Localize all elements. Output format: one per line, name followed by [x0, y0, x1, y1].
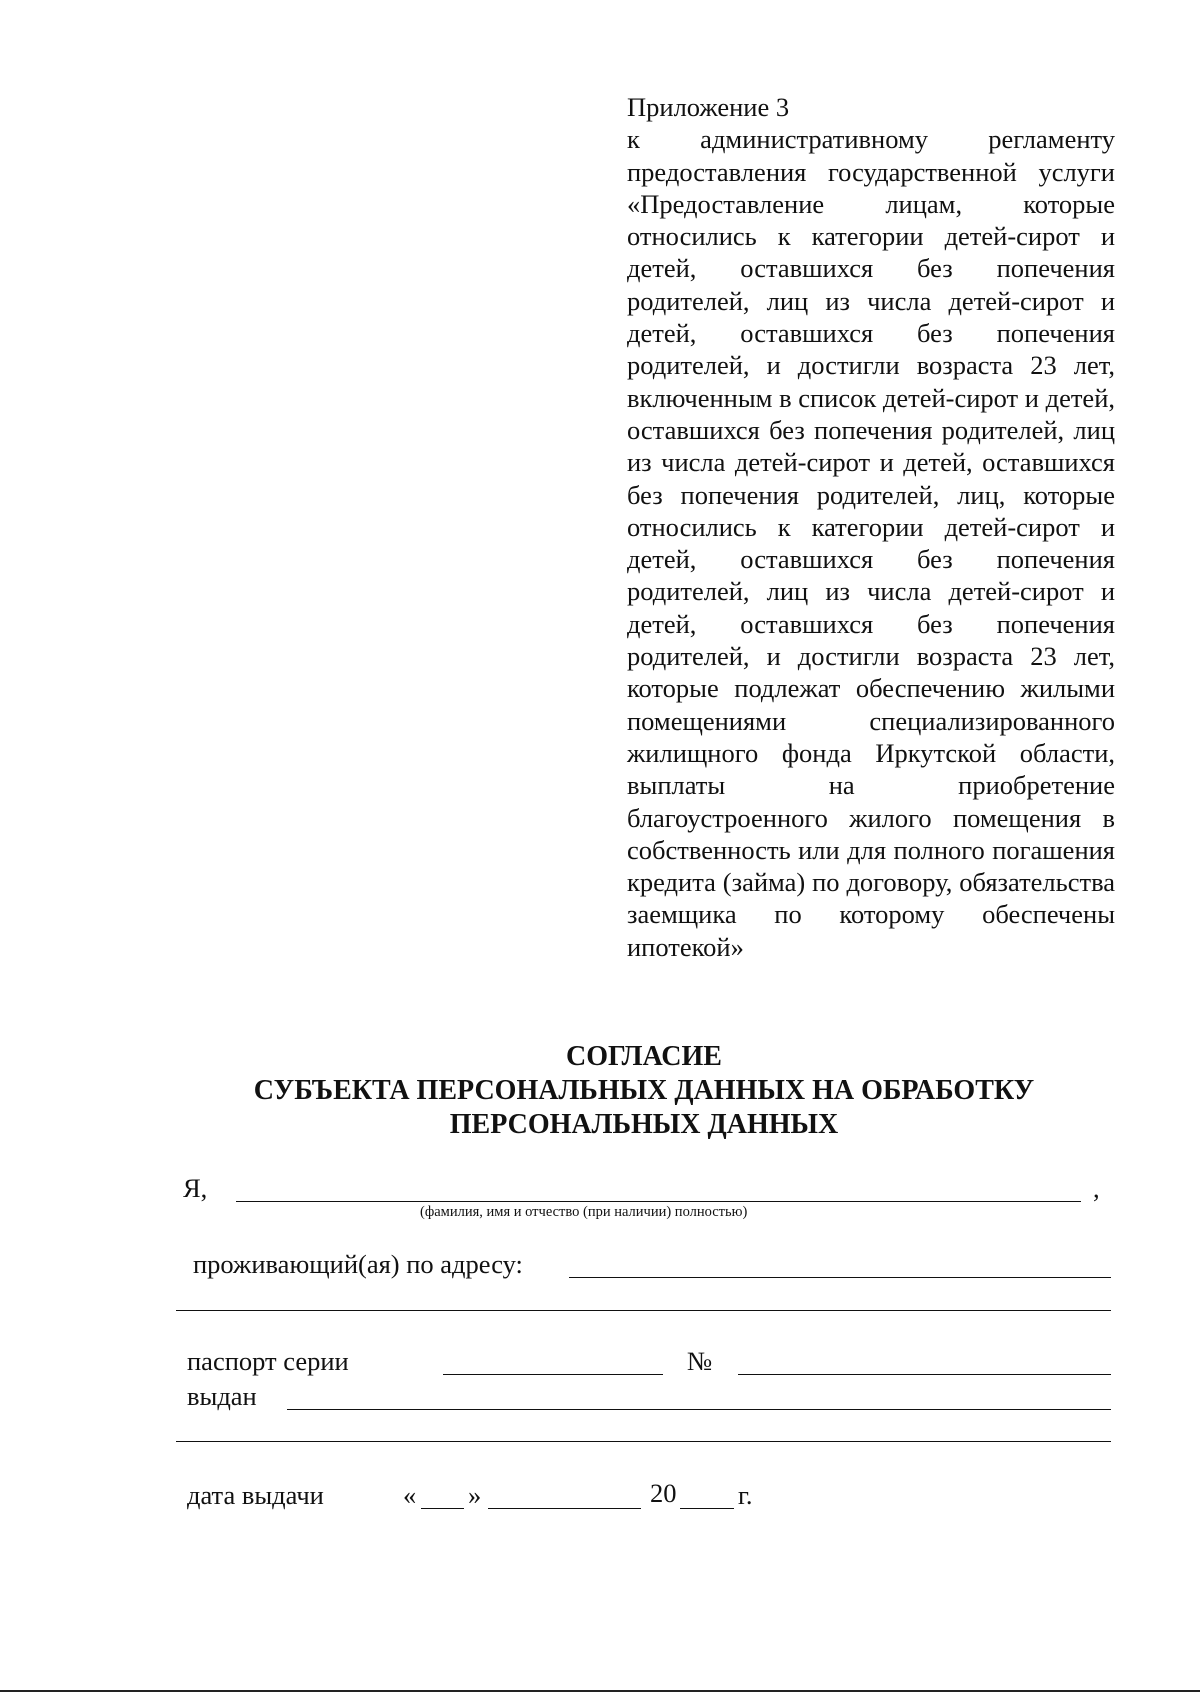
number-sign: №	[687, 1346, 713, 1376]
year-prefix: 20	[650, 1478, 677, 1508]
appendix-block	[627, 91, 1115, 963]
comma: ,	[1093, 1173, 1100, 1203]
month-line[interactable]	[488, 1508, 641, 1509]
year-suffix: г.	[738, 1480, 753, 1510]
heading-line-1: СОГЛАСИЕ	[566, 1041, 722, 1072]
full-name-hint: (фамилия, имя и отчество (при наличии) полностью)	[420, 1204, 748, 1220]
address-label: проживающий(ая) по адресу:	[193, 1249, 523, 1279]
full-name-line[interactable]	[236, 1201, 1081, 1202]
issued-line-1[interactable]	[287, 1409, 1111, 1410]
i-label: Я,	[183, 1173, 208, 1203]
heading-line-2: СУБЪЕКТА ПЕРСОНАЛЬНЫХ ДАННЫХ НА ОБРАБОТКУ	[253, 1075, 1035, 1106]
passport-series-label: паспорт серии	[187, 1346, 349, 1376]
year-line[interactable]	[680, 1508, 734, 1509]
appendix-title: Приложение 3	[627, 92, 790, 122]
passport-number-line[interactable]	[738, 1374, 1111, 1375]
appendix-text: к административному регламенту предоставления государственной услуги «Предоставление лицам, которые относились к категории детей-сирот и детей, оставшихся без попечения родителей, лиц из числа детей-сирот и детей, оставшихся без попечения родителей, и достигли возраста 23 лет, включенным в список детей-сирот и детей, оставшихся без попечения родителей, лиц из числа детей-сирот и детей, оставшихся без попечения родителей, лиц, которые относились к категории детей-сирот и детей, оставшихся без попечения родителей, лиц из числа детей-сирот и детей, оставшихся без попечения родителей, и достигли возраста 23 лет, которые подлежат обеспечению жилыми помещениями специализированного жилищного фонда Иркутской области, выплаты на приобретение благоустроенного жилого помещения в собственность или для полного погашения кредита (займа) по договору, обязательства заемщика по которому обеспечены ипотекой»	[627, 124, 1115, 962]
day-line[interactable]	[421, 1508, 464, 1509]
date-open-quote: «	[403, 1480, 417, 1510]
issue-date-label: дата выдачи	[187, 1480, 324, 1510]
issued-label: выдан	[187, 1381, 257, 1411]
issued-line-2[interactable]	[176, 1441, 1111, 1442]
address-line-2[interactable]	[176, 1310, 1111, 1311]
scan-bottom-edge	[0, 1690, 1200, 1692]
address-line-1[interactable]	[569, 1277, 1111, 1278]
heading-line-3: ПЕРСОНАЛЬНЫХ ДАННЫХ	[449, 1109, 839, 1140]
document-heading	[0, 1040, 1200, 1142]
passport-series-line[interactable]	[443, 1374, 663, 1375]
date-close-quote: »	[468, 1480, 482, 1510]
